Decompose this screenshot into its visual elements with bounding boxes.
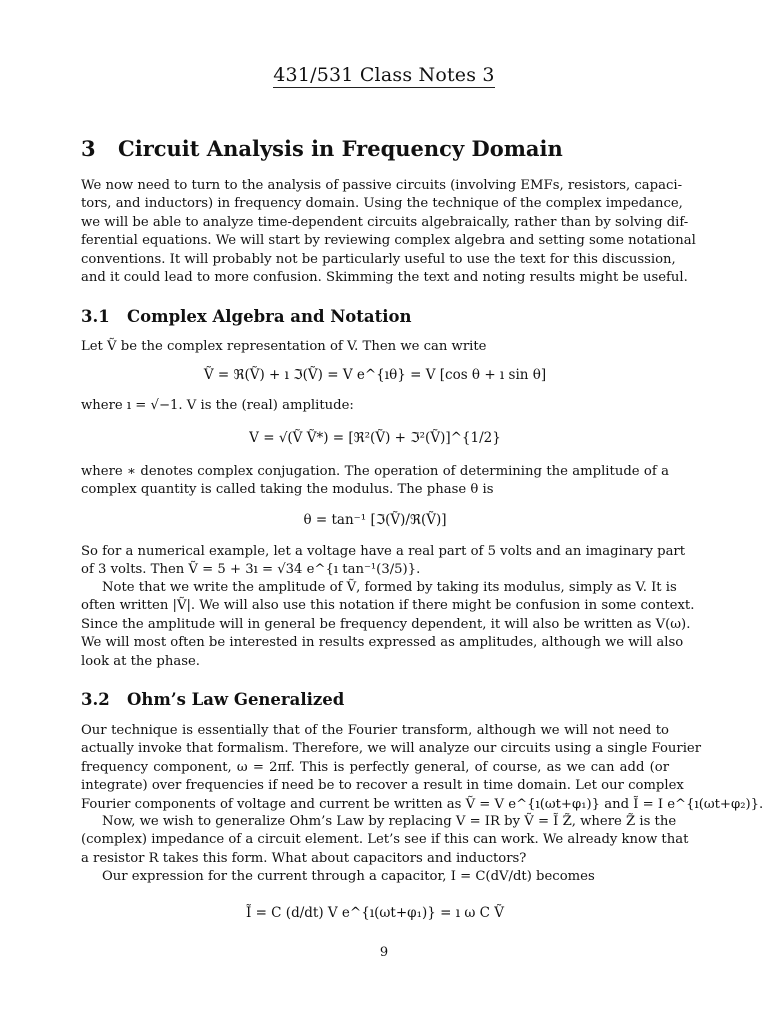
text-line: Our technique is essentially that of the Fourier transform, although we will not need to (81, 723, 669, 738)
text-line: (complex) impedance of a circuit element. Let’s see if this can work. We already know that (81, 832, 689, 848)
subsection-heading (81, 690, 344, 709)
text-line: and it could lead to more confusion. Skimming the text and noting results might be useful. (81, 270, 688, 286)
text-line: often written |Ṽ|. We will also use this notation if there might be confusion in some context. (81, 598, 695, 614)
subsection-number: 3.1 (81, 307, 110, 326)
text-line: frequency component, ω = 2πf. This is perfectly general, of course, as we can add (or (81, 759, 669, 775)
section-heading (81, 136, 563, 161)
paragraph (81, 543, 686, 580)
equation-3: θ = tan⁻¹ [ℑ(Ṽ)/ℜ(Ṽ)] (303, 512, 447, 528)
text-line: actually invoke that formalism. Therefore, we will analyze our circuits using a single Fourier (81, 741, 702, 757)
text-line: we will be able to analyze time-dependent circuits algebraically, rather than by solving dif- (81, 214, 689, 230)
subsection-number: 3.2 (81, 690, 110, 709)
equation-4: Ĩ = C (d/dt) V e^{ı(ωt+φ₁)} = ı ω C Ṽ (245, 905, 505, 921)
paragraph (81, 579, 695, 671)
text-line: Now, we wish to generalize Ohm’s Law by replacing V = IR by Ṽ = Ĩ Z̃, where Z̃ is the (102, 814, 677, 829)
paragraph (81, 813, 689, 868)
paragraph (81, 338, 669, 356)
page-number: 9 (379, 945, 389, 960)
text-line: a resistor R takes this form. What about capacitors and inductors? (81, 850, 527, 866)
subsection-heading (81, 307, 412, 326)
text-line: where ∗ denotes complex conjugation. The operation of determining the amplitude of a (81, 464, 669, 479)
text-line: We will most often be interested in results expressed as amplitudes, although we will also (81, 635, 684, 651)
text-line: Note that we write the amplitude of Ṽ, formed by taking its modulus, simply as V. It is (102, 580, 677, 595)
text-line: where ı = √−1. V is the (real) amplitude: (81, 398, 354, 413)
text-line: tors, and inductors) in frequency domain. Using the technique of the complex impedance, (81, 196, 683, 212)
text-line: Let Ṽ be the complex representation of V. Then we can write (81, 339, 487, 354)
text-line: Since the amplitude will in general be frequency dependent, it will also be written as V(ω). (81, 616, 691, 632)
paragraph (81, 463, 669, 500)
text-line: Fourier components of voltage and current be written as Ṽ = V e^{ı(ωt+φ₁)} and Ĩ = I e^{ı(ωt+φ₂)}. (81, 796, 764, 812)
equation-1: Ṽ = ℜ(Ṽ) + ı ℑ(Ṽ) = V e^{ıθ} = V [cos θ + ı sin θ] (203, 367, 547, 383)
paragraph (81, 868, 669, 886)
text-line: integrate) over frequencies if need be to recover a result in time domain. Let our complex (81, 778, 684, 794)
text-line: complex quantity is called taking the modulus. The phase θ is (81, 482, 494, 498)
subsection-title: Ohm’s Law Generalized (127, 690, 345, 709)
text-line: So for a numerical example, let a voltage have a real part of 5 volts and an imaginary part (81, 544, 686, 559)
subsection-title: Complex Algebra and Notation (127, 307, 412, 326)
running-head: 431/531 Class Notes 3 (273, 64, 495, 86)
text-line: We now need to turn to the analysis of passive circuits (involving EMFs, resistors, capaci- (81, 178, 683, 193)
text-line: Our expression for the current through a capacitor, I = C(dV/dt) becomes (102, 869, 595, 884)
text-line: conventions. It will probably not be particularly useful to use the text for this discussion, (81, 251, 676, 267)
section-title: Circuit Analysis in Frequency Domain (118, 136, 563, 161)
text-line: ferential equations. We will start by reviewing complex algebra and setting some notational (81, 233, 696, 249)
text-line: of 3 volts. Then Ṽ = 5 + 3ı = √34 e^{ı tan⁻¹(3/5)}. (81, 562, 421, 578)
paragraph (81, 397, 669, 415)
paragraph (81, 722, 764, 814)
text-line: look at the phase. (81, 653, 200, 669)
section-number: 3 (81, 136, 96, 161)
equation-2: V = √(Ṽ Ṽ*) = [ℜ²(Ṽ) + ℑ²(Ṽ)]^{1/2} (249, 430, 501, 446)
intro-paragraph (81, 177, 696, 287)
